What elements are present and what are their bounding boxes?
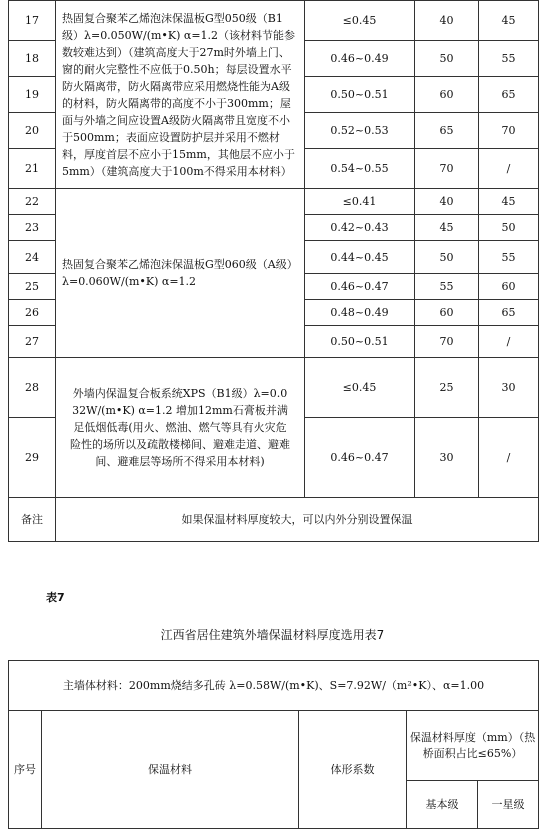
row-number: 19 xyxy=(9,77,56,113)
thickness-basic: 70 xyxy=(415,149,479,189)
row-number: 25 xyxy=(9,274,56,300)
row-number: 27 xyxy=(9,326,56,358)
shape-coefficient: ≤0.45 xyxy=(305,1,415,41)
thickness-one-star: / xyxy=(479,418,539,498)
row-number: 22 xyxy=(9,189,56,215)
thickness-one-star: 50 xyxy=(479,215,539,241)
material-cell: 外墙内保温复合板系统XPS（B1级）λ=0.032W/(m•K) α=1.2 增加12mm石膏板并满足低烟低毒(用火、燃油、燃气等具有火灾危险性的场所以及疏散楼梯间、避难走道、避难间、避难层等场所不得采用本材料) xyxy=(56,358,305,498)
shape-coefficient: 0.46~0.49 xyxy=(305,41,415,77)
thickness-one-star: / xyxy=(479,326,539,358)
shape-coefficient: 0.50~0.51 xyxy=(305,326,415,358)
thickness-basic: 40 xyxy=(415,189,479,215)
thickness-table-body xyxy=(9,1,539,542)
remark-text: 如果保温材料厚度较大，可以内外分别设置保温 xyxy=(56,498,539,542)
thickness-one-star: 65 xyxy=(479,300,539,326)
thickness-one-star: 65 xyxy=(479,77,539,113)
thickness-basic: 50 xyxy=(415,241,479,274)
row-number: 29 xyxy=(9,418,56,498)
table-row xyxy=(9,189,539,215)
thickness-basic: 25 xyxy=(415,358,479,418)
shape-coefficient: 0.46~0.47 xyxy=(305,274,415,300)
row-number: 24 xyxy=(9,241,56,274)
table-title: 江西省居住建筑外墙保温材料厚度选用表7 xyxy=(160,628,385,642)
thickness-basic: 30 xyxy=(415,418,479,498)
thickness-one-star: 30 xyxy=(479,358,539,418)
thickness-table-7-header xyxy=(8,660,539,829)
remark-label: 备注 xyxy=(9,498,56,542)
header-shape-coefficient: 体形系数 xyxy=(299,711,407,829)
shape-coefficient: 0.46~0.47 xyxy=(305,418,415,498)
thickness-basic: 65 xyxy=(415,113,479,149)
thickness-basic: 50 xyxy=(415,41,479,77)
table-caption: 表7 xyxy=(46,591,65,604)
row-number: 23 xyxy=(9,215,56,241)
shape-coefficient: 0.44~0.45 xyxy=(305,241,415,274)
header-one-star-level: 一星级 xyxy=(478,781,539,829)
shape-coefficient: ≤0.45 xyxy=(305,358,415,418)
table-row xyxy=(9,1,539,41)
row-number: 26 xyxy=(9,300,56,326)
thickness-basic: 70 xyxy=(415,326,479,358)
thickness-basic: 40 xyxy=(415,1,479,41)
main-wall-material: 主墙体材料：200mm烧结多孔砖 λ=0.58W/(m•K)、S=7.92W/（m²•K）、α=1.00 xyxy=(9,661,539,711)
row-number: 21 xyxy=(9,149,56,189)
thickness-one-star: 70 xyxy=(479,113,539,149)
header-basic-level: 基本级 xyxy=(407,781,478,829)
shape-coefficient: 0.54~0.55 xyxy=(305,149,415,189)
thickness-table-continued xyxy=(8,0,539,542)
row-number: 20 xyxy=(9,113,56,149)
header-material: 保温材料 xyxy=(42,711,299,829)
table-row xyxy=(9,358,539,418)
thickness-one-star: 45 xyxy=(479,189,539,215)
shape-coefficient: 0.48~0.49 xyxy=(305,300,415,326)
thickness-one-star: 55 xyxy=(479,241,539,274)
shape-coefficient: 0.42~0.43 xyxy=(305,215,415,241)
row-number: 28 xyxy=(9,358,56,418)
thickness-one-star: 60 xyxy=(479,274,539,300)
thickness-basic: 45 xyxy=(415,215,479,241)
material-cell: 热固复合聚苯乙烯泡沫保温板G型050级（B1级）λ=0.050W/(m•K) α=1.2（该材料节能参数较难达到）（建筑高度大于27m时外墙上门、窗的耐火完整性不应低于0.50h；每层设置水平防火隔离带，防火隔离带应采用燃烧性能为A级的材料，防火隔离带的高度不小于300mm；屋面与外墙之间应设置A级防火隔离带且宽度不小于500mm；表面应设置防护层并采用不燃材料，厚度首层不应小于15mm，其他层不应小于5mm）（建筑高度大于100m不得采用本材料） xyxy=(56,1,305,189)
thickness-basic: 60 xyxy=(415,77,479,113)
thickness-basic: 55 xyxy=(415,274,479,300)
shape-coefficient: 0.50~0.51 xyxy=(305,77,415,113)
header-thickness: 保温材料厚度（mm）（热桥面积占比≤65%） xyxy=(407,711,539,781)
row-number: 18 xyxy=(9,41,56,77)
thickness-one-star: 55 xyxy=(479,41,539,77)
thickness-one-star: 45 xyxy=(479,1,539,41)
header-no: 序号 xyxy=(9,711,42,829)
thickness-one-star: / xyxy=(479,149,539,189)
shape-coefficient: 0.52~0.53 xyxy=(305,113,415,149)
row-number: 17 xyxy=(9,1,56,41)
thickness-basic: 60 xyxy=(415,300,479,326)
shape-coefficient: ≤0.41 xyxy=(305,189,415,215)
remark-row xyxy=(9,498,539,542)
material-cell: 热固复合聚苯乙烯泡沫保温板G型060级（A级）λ=0.060W/(m•K) α=1.2 xyxy=(56,189,305,358)
